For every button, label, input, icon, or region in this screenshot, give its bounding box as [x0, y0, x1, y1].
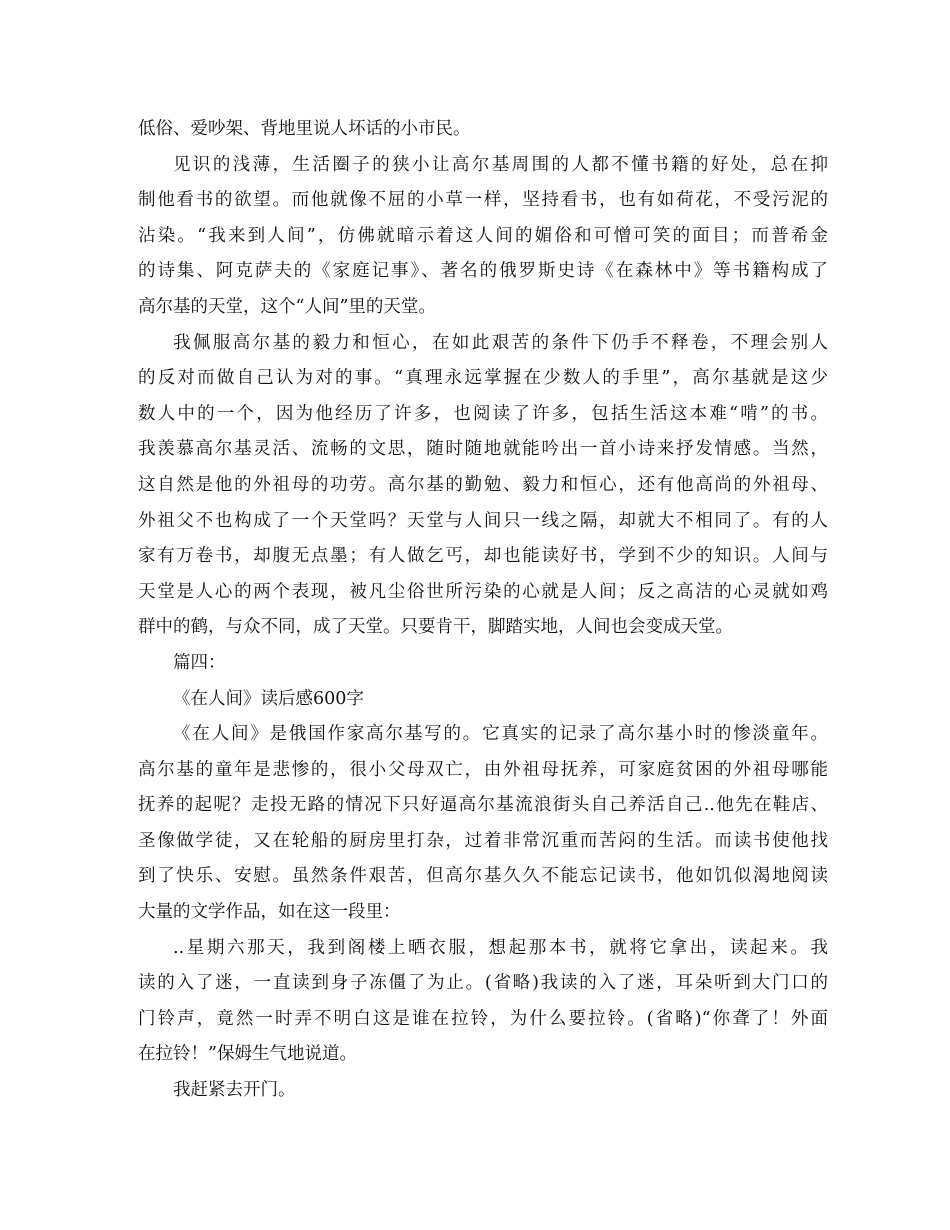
text-line: 我佩服高尔基的毅力和恒心，在如此艰苦的条件下仍手不释卷，不理会别人: [173, 332, 828, 353]
text-line: 高尔基的童年是悲惨的，很小父母双亡，由外祖母抚养，可家庭贫困的外祖母哪能: [138, 759, 828, 780]
quote-line: ..星期六那天，我到阁楼上晒衣服，想起那本书，就将它拿出，读起来。我: [173, 937, 828, 958]
text-line: 外祖父不也构成了一个天堂吗？天堂与人间只一线之隔，却就大不相同了。有的人: [138, 510, 828, 531]
text-line: 这自然是他的外祖母的功劳。高尔基的勤勉、毅力和恒心，还有他高尚的外祖母、: [138, 474, 828, 495]
text-line: 《在人间》是俄国作家高尔基写的。它真实的记录了高尔基小时的惨淡童年。: [173, 724, 828, 745]
quote-line: 门铃声，竟然一时弄不明白这是谁在拉铃，为什么要拉铃。(省略)“你聋了！外面: [138, 1008, 828, 1029]
text-line: 的诗集、阿克萨夫的《家庭记事》、著名的俄罗斯史诗《在森林中》等书籍构成了: [138, 261, 828, 282]
text-line: 家有万卷书，却腹无点墨；有人做乞丐，却也能读好书，学到不少的知识。人间与: [138, 546, 828, 567]
quote-line: 读的入了迷，一直读到身子冻僵了为止。(省略)我读的入了迷，耳朵听到大门口的: [138, 973, 828, 994]
text-line: 制他看书的欲望。而他就像不屈的小草一样，坚持看书，也有如荷花，不受污泥的: [138, 190, 828, 211]
text-line: 沾染。“我来到人间”，仿佛就暗示着这人间的媚俗和可憎可笑的面目；而普希金: [138, 225, 828, 246]
text-line: 抚养的起呢？走投无路的情况下只好逼高尔基流浪街头自己养活自己..他先在鞋店、: [138, 795, 828, 816]
text-line: 低俗、爱吵架、背地里说人坏话的小市民。: [138, 119, 471, 139]
text-line: 数人中的一个，因为他经历了许多，也阅读了许多，包括生活这本难“啃”的书。: [138, 403, 828, 424]
section-heading: 篇四：: [173, 652, 226, 673]
text-line: 群中的鹤，与众不同，成了天堂。只要肯干，脚踏实地，人间也会变成天堂。: [138, 617, 733, 638]
text-line: 高尔基的天堂，这个“人间”里的天堂。: [138, 296, 436, 317]
text-line: 天堂是人心的两个表现，被凡尘俗世所污染的心就是人间；反之高洁的心灵就如鸡: [138, 581, 828, 602]
document-body: [138, 112, 828, 1109]
text-line: 我羡慕高尔基灵活、流畅的文思，随时随地就能吟出一首小诗来抒发情感。当然，: [138, 439, 828, 460]
article-title: 《在人间》读后感600字: [173, 688, 364, 709]
quote-line: 在拉铃！”保姆生气地说道。: [138, 1044, 357, 1065]
text-line: 的反对而做自己认为对的事。“真理永远掌握在少数人的手里”，高尔基就是这少: [138, 368, 828, 389]
text-line: 见识的浅薄，生活圈子的狭小让高尔基周围的人都不懂书籍的好处，总在抑: [173, 154, 828, 175]
text-line: 大量的文学作品，如在这一段里：: [138, 902, 401, 923]
quote-line: 我赶紧去开门。: [173, 1080, 296, 1101]
text-line: 圣像做学徒，又在轮船的厨房里打杂，过着非常沉重而苦闷的生活。而读书使他找: [138, 830, 828, 851]
text-line: 到了快乐、安慰。虽然条件艰苦，但高尔基久久不能忘记读书，他如饥似渴地阅读: [138, 866, 828, 887]
